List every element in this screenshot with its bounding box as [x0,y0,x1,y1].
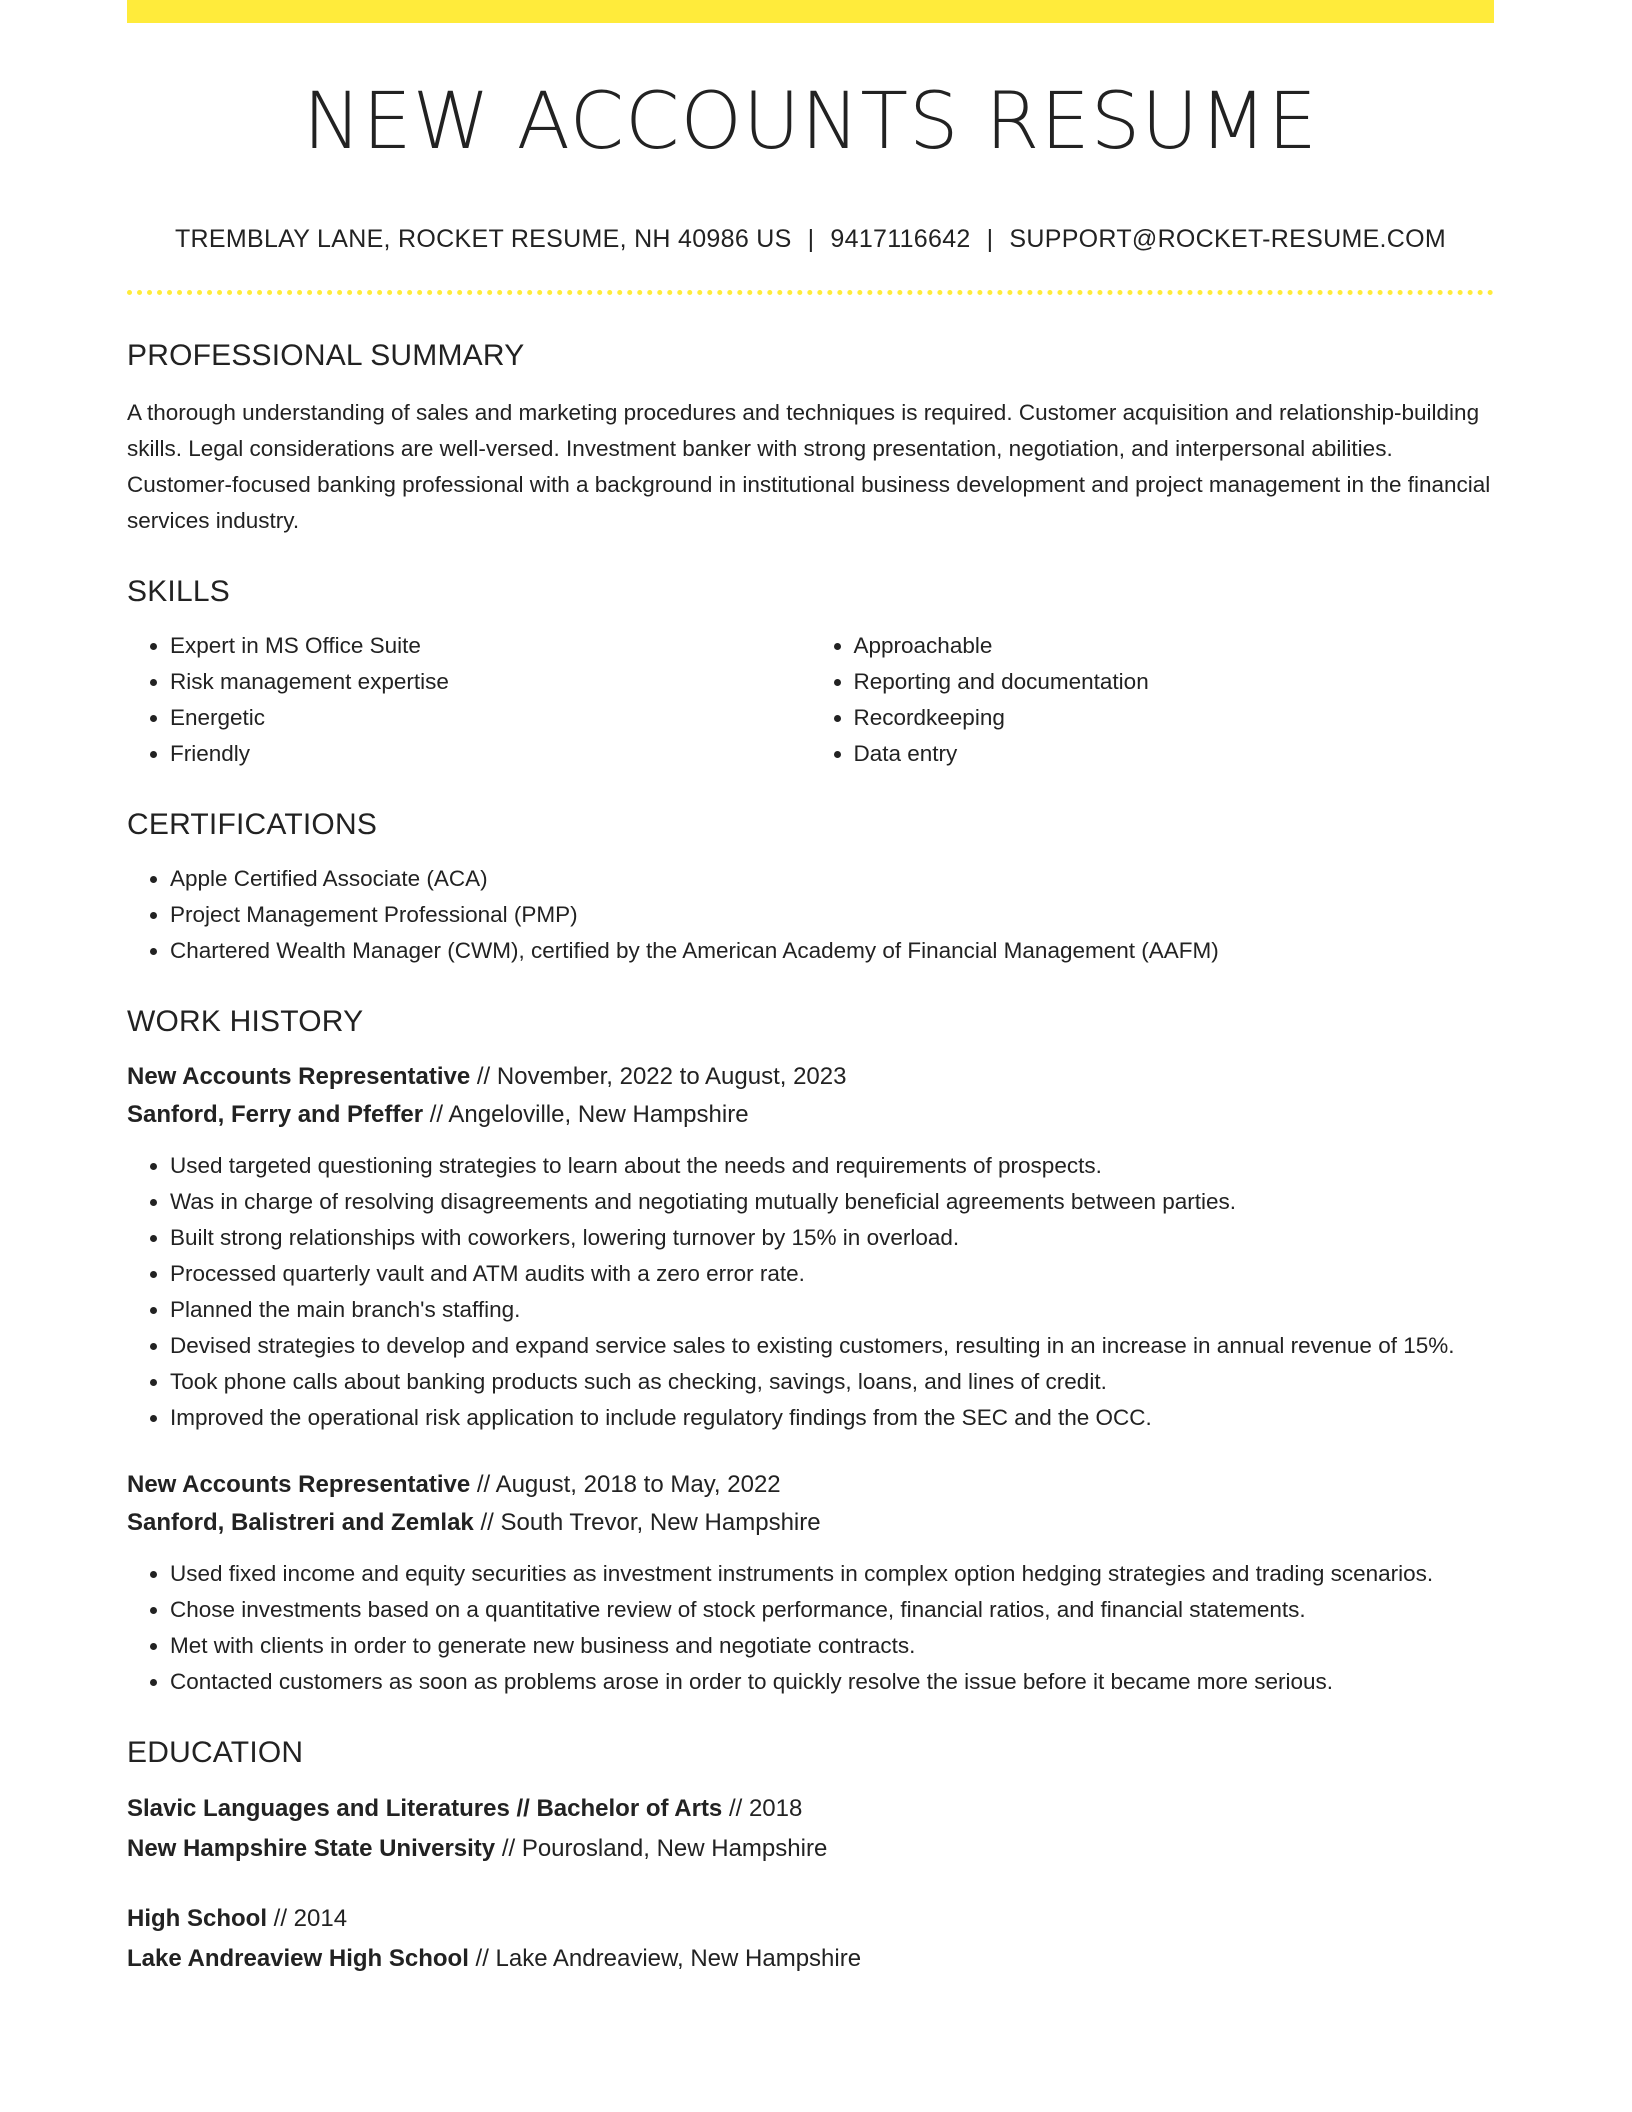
work-history-section [127,1004,1494,1700]
job-location: // Angeloville, New Hampshire [429,1101,749,1128]
skills-section [127,574,1494,772]
summary-text: A thorough understanding of sales and marketing procedures and techniques is required. Customer acquisition and relationship-building skills. Legal considerations are well-versed. Investment banker with strong presentation, negotiation, and interpersonal abilities. Customer-focused banking professional with a background in institutional business development and project management in the financial services industry. [127,400,1491,533]
education-location: // Pourosland, New Hampshire [501,1835,828,1862]
job-dates: // August, 2018 to May, 2022 [476,1471,781,1498]
job-company: Sanford, Ferry and Pfeffer [127,1101,424,1128]
summary-section [127,338,1494,539]
job-bullets [127,1148,1494,1436]
dotted-divider [127,290,1494,295]
list-item: • Approachable [854,628,1495,664]
contact-address: TREMBLAY LANE, ROCKET RESUME, NH 40986 US [174,225,792,253]
education-school-line [127,1829,1494,1869]
job-dates: // November, 2022 to August, 2023 [476,1063,847,1090]
education-degree: Slavic Languages and Literatures // Bachelor of Arts [127,1795,723,1822]
list-item: • Improved the operational risk application to include regulatory findings from the SEC and the OCC. [170,1400,1494,1436]
list-item: • Used targeted questioning strategies to learn about the needs and requirements of prospects. [170,1148,1494,1184]
section-title-education: EDUCATION [127,1736,304,1769]
list-item: • Project Management Professional (PMP) [170,897,1494,933]
list-item: • Contacted customers as soon as problems arose in order to quickly resolve the issue before it became more serious. [170,1664,1494,1700]
list-item: • Took phone calls about banking products such as checking, savings, loans, and lines of credit. [170,1364,1494,1400]
list-item: • Apple Certified Associate (ACA) [170,861,1494,897]
contact-separator: | [807,225,815,253]
contact-line [127,225,1494,254]
education-school-line [127,1939,1494,1979]
job-title-line [127,1058,1494,1096]
section-title-summary: PROFESSIONAL SUMMARY [127,339,525,372]
section-title-certifications: CERTIFICATIONS [127,808,378,841]
list-item: • Was in charge of resolving disagreements and negotiating mutually beneficial agreements between parties. [170,1184,1494,1220]
list-item: • Chartered Wealth Manager (CWM), certified by the American Academy of Financial Management (AAFM) [170,933,1494,969]
education-degree-line [127,1789,1494,1829]
contact-email: SUPPORT@ROCKET-RESUME.COM [1009,225,1447,253]
contact-separator: | [986,225,994,253]
section-title-work-history: WORK HISTORY [127,1005,364,1038]
accent-top-bar [127,0,1494,23]
certifications-section [127,807,1494,969]
job-role: New Accounts Representative [127,1471,471,1498]
job-title-line [127,1466,1494,1504]
list-item: • Reporting and documentation [854,664,1495,700]
education-degree: High School [127,1905,267,1932]
list-item: • Chose investments based on a quantitative review of stock performance, financial ratios, and financial statements. [170,1592,1494,1628]
skills-list-right [811,628,1495,772]
list-item: • Processed quarterly vault and ATM audits with a zero error rate. [170,1256,1494,1292]
job-company-line [127,1096,1494,1134]
list-item: • Expert in MS Office Suite [170,628,811,664]
list-item: • Built strong relationships with coworkers, lowering turnover by 15% in overload. [170,1220,1494,1256]
job-entry [127,1466,1494,1700]
job-role: New Accounts Representative [127,1063,471,1090]
list-item: • Met with clients in order to generate new business and negotiate contracts. [170,1628,1494,1664]
education-entry [127,1899,1494,1979]
contact-phone: 9417116642 [830,225,971,253]
resume-page [127,0,1494,1979]
education-section [127,1735,1494,1979]
education-degree-line [127,1899,1494,1939]
education-entry [127,1789,1494,1869]
resume-title: NEW ACCOUNTS RESUME [303,77,1318,167]
list-item: • Devised strategies to develop and expand service sales to existing customers, resulting in an increase in annual revenue of 15%. [170,1328,1494,1364]
job-company: Sanford, Balistreri and Zemlak [127,1509,474,1536]
education-school: New Hampshire State University [127,1835,496,1862]
list-item: • Recordkeeping [854,700,1495,736]
education-school: Lake Andreaview High School [127,1945,469,1972]
list-item: • Planned the main branch's staffing. [170,1292,1494,1328]
education-year: // 2014 [273,1905,348,1932]
list-item: • Used fixed income and equity securities as investment instruments in complex option hedging strategies and trading scenarios. [170,1556,1494,1592]
job-company-line [127,1504,1494,1542]
list-item: • Friendly [170,736,811,772]
education-location: // Lake Andreaview, New Hampshire [475,1945,862,1972]
list-item: • Risk management expertise [170,664,811,700]
job-bullets [127,1556,1494,1700]
education-year: // 2018 [728,1795,803,1822]
list-item: • Energetic [170,700,811,736]
section-title-skills: SKILLS [127,575,230,608]
job-location: // South Trevor, New Hampshire [480,1509,821,1536]
skills-grid [127,628,1494,772]
certifications-list [127,861,1494,969]
list-item: • Data entry [854,736,1495,772]
job-entry [127,1058,1494,1436]
skills-list-left [127,628,811,772]
